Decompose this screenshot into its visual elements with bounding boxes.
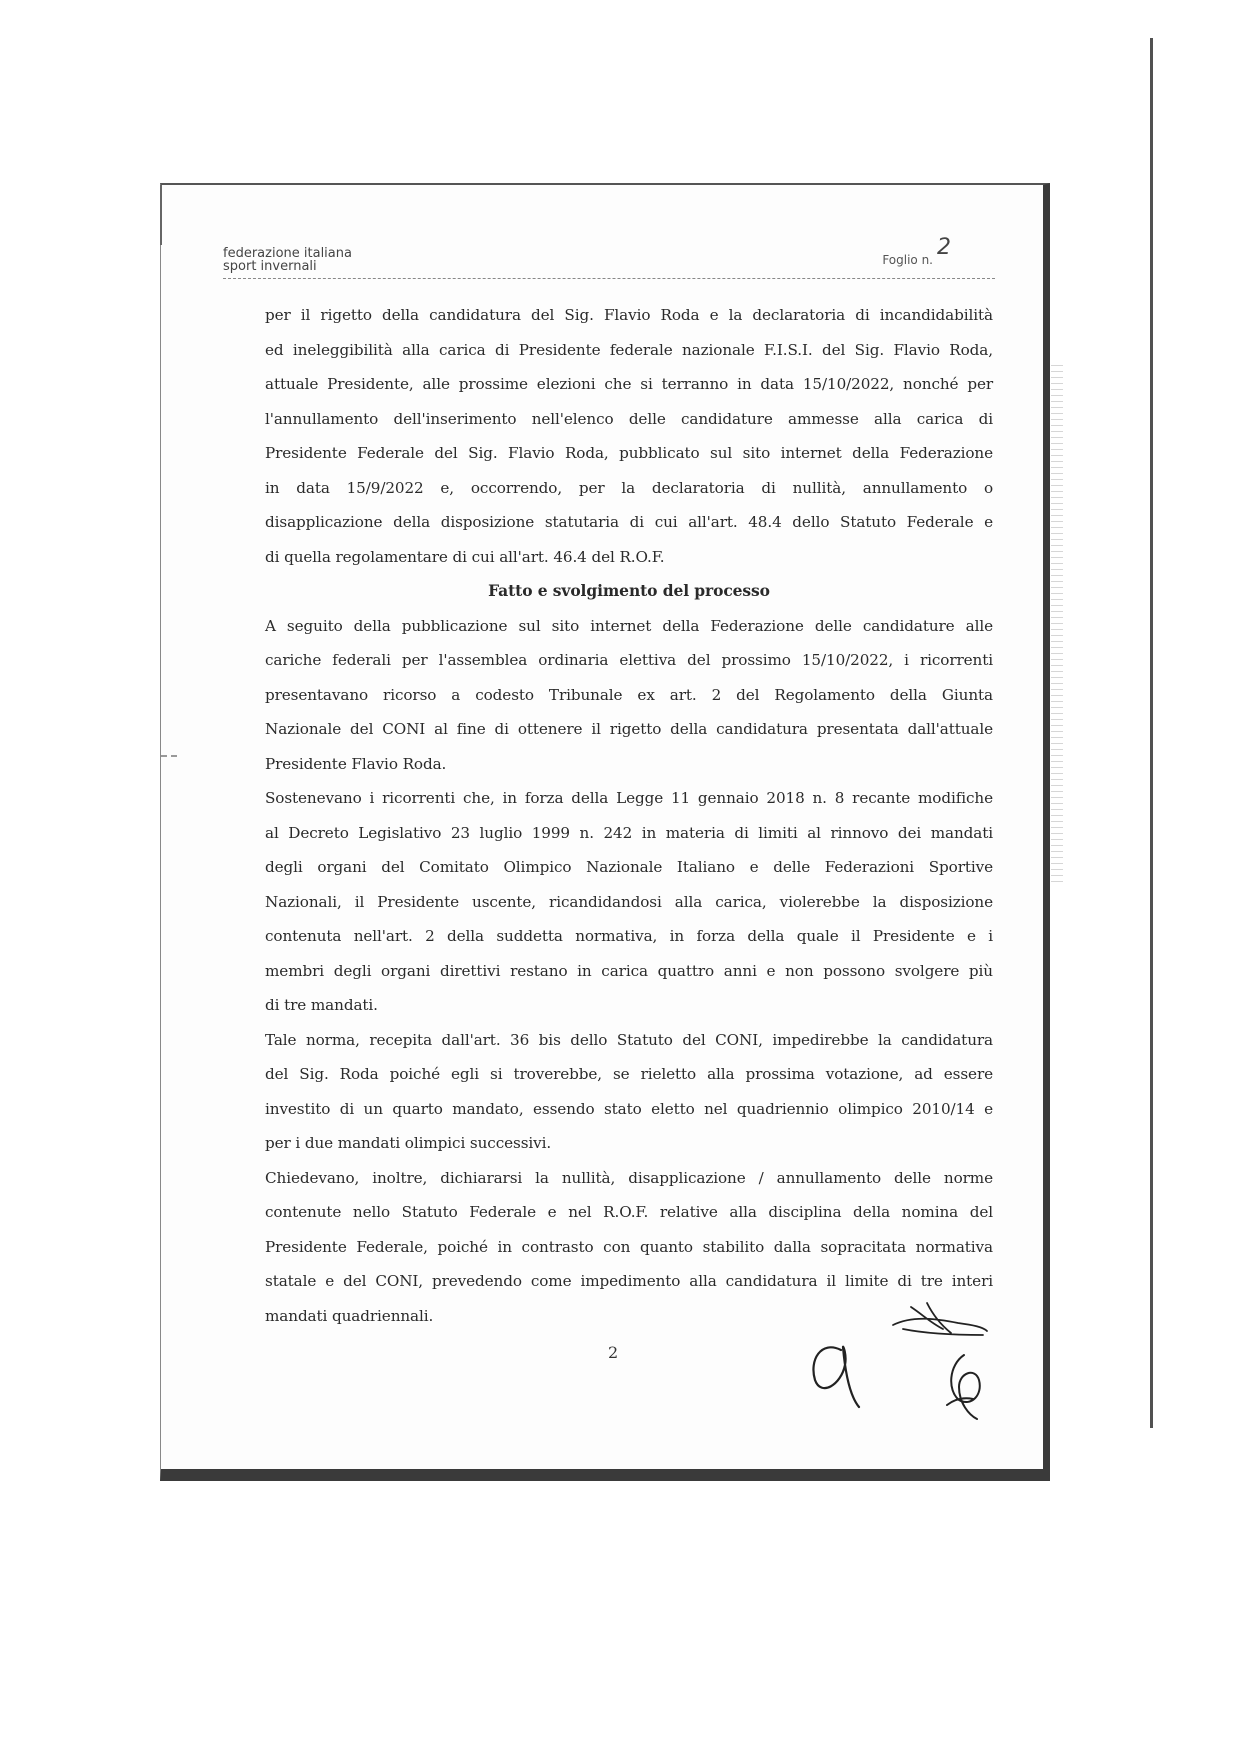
text-line: di quella regolamentare di cui all'art. 46.4 del R.O.F. <box>265 547 665 566</box>
text-line: Presidente Flavio Roda. <box>265 754 447 773</box>
text-line: degli organi del Comitato Olimpico Nazionale Italiano e delle Federazioni Sportive <box>265 858 993 876</box>
document-body <box>265 298 993 1333</box>
text-line: ed ineleggibilità alla carica di Presidente federale nazionale F.I.S.I. del Sig. Flavio Roda, <box>265 340 993 359</box>
text-line: Tale norma, recepita dall'art. 36 bis dello Statuto del CONI, impedirebbe la candidatura <box>265 1030 993 1049</box>
text-line: cariche federali per l'assemblea ordinaria elettiva del prossimo 15/10/2022, i ricorrenti <box>265 651 993 669</box>
page-header <box>223 235 1003 287</box>
text-line: investito di un quarto mandato, essendo stato eletto nel quadriennio olimpico 2010/14 e <box>265 1099 993 1118</box>
organization-name <box>223 247 352 273</box>
text-line: Presidente Federale del Sig. Flavio Roda, pubblicato sul sito internet della Federazione <box>265 444 993 462</box>
text-line: Nazionali, il Presidente uscente, ricandidandosi alla carica, violerebbe la disposizione <box>265 892 993 911</box>
text-line: disapplicazione della disposizione statutaria di cui all'art. 48.4 dello Statuto Federale e <box>265 513 993 531</box>
text-line: del Sig. Roda poiché egli si troverebbe, se rieletto alla prossima votazione, ad essere <box>265 1065 993 1083</box>
text-line: mandati quadriennali. <box>265 1306 434 1325</box>
text-line: contenute nello Statuto Federale e nel R.O.F. relative alla disciplina della nomina del <box>265 1203 993 1221</box>
scan-edge-line <box>1150 38 1153 1428</box>
punch-mark <box>161 755 177 757</box>
paragraph <box>265 1023 993 1161</box>
text-line: Presidente Federale, poiché in contrasto con quanto stabilito dalla sopracitata normativa <box>265 1237 993 1256</box>
text-line: statale e del CONI, prevedendo come impedimento alla candidatura il limite di tre interi <box>265 1272 993 1290</box>
organization-line-2: sport invernali <box>223 259 317 274</box>
text-line: presentavano ricorso a codesto Tribunale ex art. 2 del Regolamento della Giunta <box>265 685 993 704</box>
scan-mark <box>160 185 162 245</box>
text-line: Sostenevano i ricorrenti che, in forza della Legge 11 gennaio 2018 n. 8 recante modifiche <box>265 789 993 807</box>
text-line: contenuta nell'art. 2 della suddetta normativa, in forza della quale il Presidente e i <box>265 927 993 945</box>
text-line: di tre mandati. <box>265 996 378 1014</box>
organization-line-1: federazione italiana <box>223 246 352 261</box>
text-line: l'annullamento dell'inserimento nell'elenco delle candidature ammesse alla carica di <box>265 409 993 428</box>
text-line: A seguito della pubblicazione sul sito internet della Federazione delle candidature alle <box>265 616 993 635</box>
section-title: Fatto e svolgimento del processo <box>488 581 770 600</box>
sheet-number-handwritten: 2 <box>937 235 951 260</box>
text-line: per il rigetto della candidatura del Sig. Flavio Roda e la declaratoria di incandidabilità <box>265 306 993 324</box>
paragraph <box>265 298 993 574</box>
paragraph <box>265 781 993 1023</box>
text-line: al Decreto Legislativo 23 luglio 1999 n. 242 in materia di limiti al rinnovo dei mandati <box>265 823 993 842</box>
text-line: Nazionale del CONI al fine di ottenere il rigetto della candidatura presentata dall'attuale <box>265 720 993 738</box>
document-page <box>160 183 1050 1481</box>
text-line: attuale Presidente, alle prossime elezioni che si terranno in data 15/10/2022, nonché per <box>265 375 993 393</box>
text-line: Chiedevano, inoltre, dichiararsi la nullità, disapplicazione / annullamento delle norme <box>265 1168 993 1187</box>
page-number: 2 <box>608 1343 619 1362</box>
sheet-label: Foglio n. <box>882 253 933 267</box>
text-line: membri degli organi direttivi restano in carica quattro anni e non possono svolgere più <box>265 961 993 980</box>
paragraph <box>265 609 993 782</box>
signature-mark <box>883 1285 993 1345</box>
text-line: in data 15/9/2022 e, occorrendo, per la declaratoria di nullità, annullamento o <box>265 478 993 497</box>
text-line: per i due mandati olimpici successivi. <box>265 1134 552 1152</box>
header-rule <box>223 278 995 279</box>
scan-noise <box>1051 365 1063 885</box>
handwritten-initials <box>801 1325 881 1415</box>
signature-mark-2 <box>929 1345 999 1425</box>
